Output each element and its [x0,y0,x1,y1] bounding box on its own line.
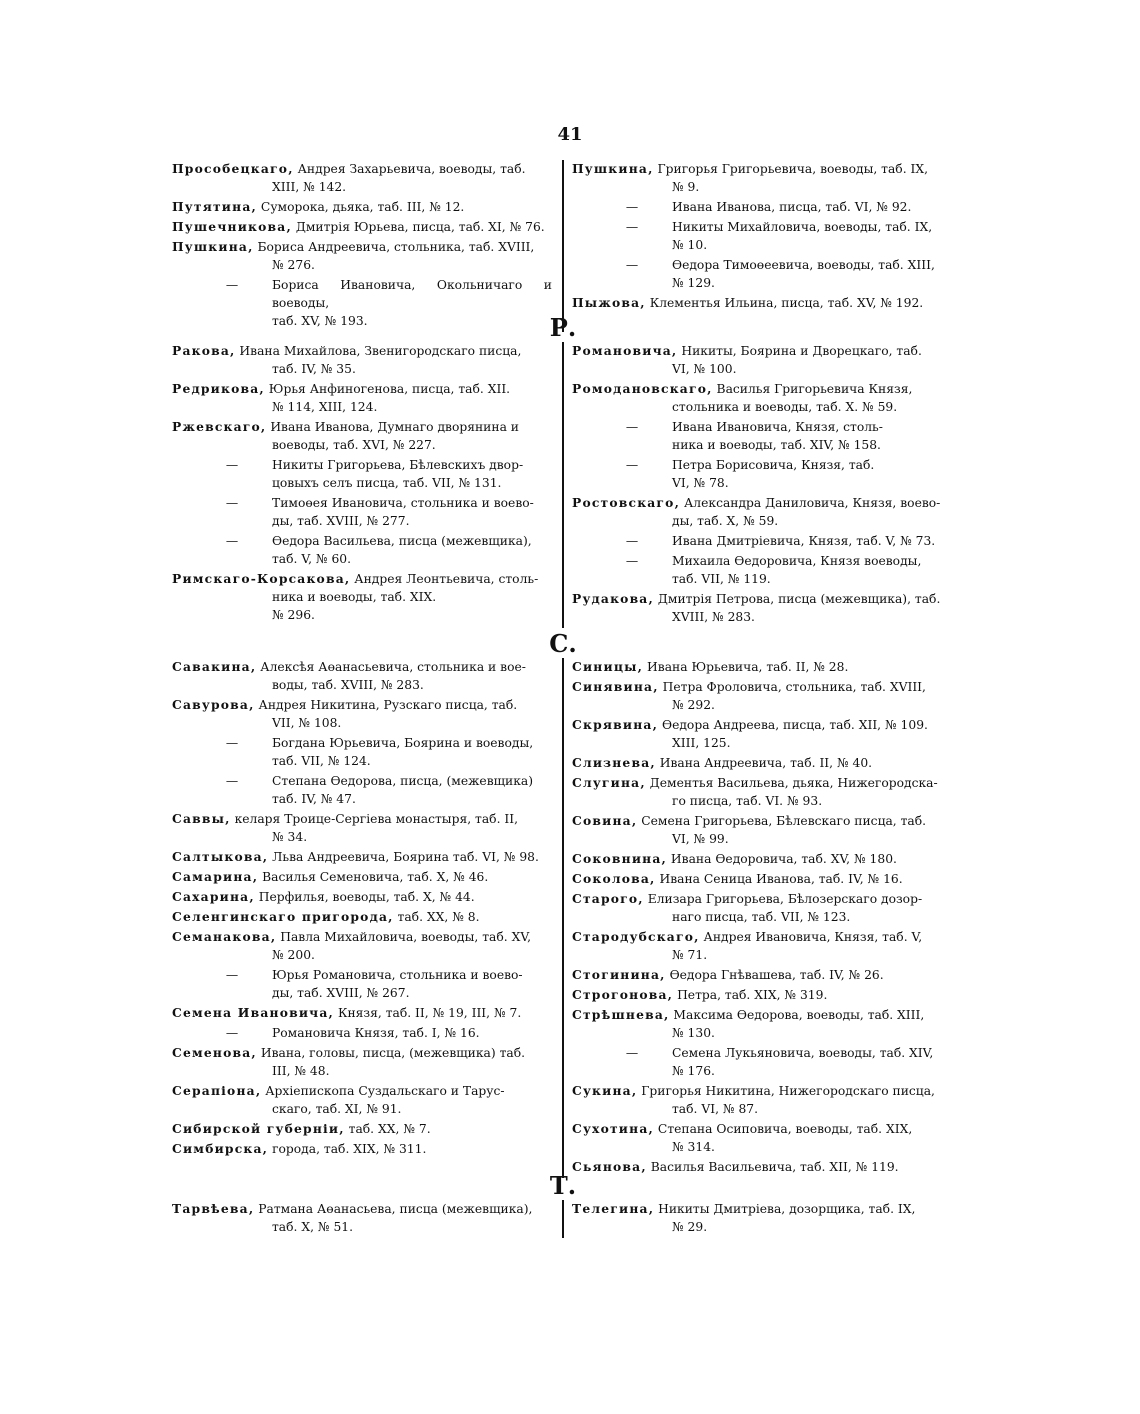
section-letter: Р. [549,313,577,342]
entry-text: Никиты Дмитріева, дозорщика, таб. IX, [658,1202,916,1216]
entry-text: таб. X, № 51. [272,1220,354,1234]
dash-mark: — [225,278,239,292]
entry-text: воды, таб. XVIII, № 283. [272,678,424,692]
entry-surname: Пушечникова, [172,219,292,234]
entry-text: Василья Семеновича, таб. X, № 46. [262,870,489,884]
entry-text: Өедора Гнѣвашева, таб. IV, № 26. [669,968,884,982]
entry-text: Семена Григорьева, Бѣлевскаго писца, таб. [641,814,927,828]
entry-surname: Тарвѣева, [172,1201,255,1216]
entry-text: Дементья Васильева, дьяка, Нижегородска- [649,776,938,790]
entry-text: го писца, таб. VI. № 93. [672,794,823,808]
entry-surname: Стрѣшнева, [572,1007,670,1022]
entry-surname: Ромодановскаго, [572,381,713,396]
entry-surname: Сахарина, [172,889,255,904]
section-s [172,630,954,1178]
dash-mark: — [225,1026,239,1040]
entry-surname: Прособецкаго, [172,161,294,176]
entry-text: Степана Осиповича, воеводы, таб. XIX, [657,1122,913,1136]
index-entry [572,754,952,772]
entry-text: № 176. [672,1064,715,1078]
entry-text: № 296. [272,608,315,622]
entry-surname: Саввы, [172,811,231,826]
entry-text: Ивана Сеница Иванова, таб. IV, № 16. [659,872,903,886]
entry-text: Перфилья, воеводы, таб. X, № 44. [258,890,475,904]
index-subentry [572,198,952,216]
index-entry [172,696,552,732]
entry-text: Ивана Өедоровича, таб. XV, № 180. [670,852,897,866]
two-column-index [172,160,954,332]
entry-text: Василья Васильевича, таб. XII, № 119. [650,1160,899,1174]
index-entry [572,380,952,416]
entry-text: воеводы, таб. XVI, № 227. [272,438,436,452]
dash-mark: — [625,554,639,568]
index-subentry [172,494,552,530]
entry-text: ды, таб. XVIII, № 267. [272,986,410,1000]
dash-mark: — [625,534,639,548]
entry-surname: Синицы, [572,659,644,674]
entry-text: № 200. [272,948,315,962]
entry-surname: Сибирской губерніи, [172,1121,345,1136]
index-entry [572,812,952,848]
index-entry [572,590,952,626]
entry-text: наго писца, таб. VII, № 123. [672,910,851,924]
index-entry [572,890,952,926]
left-column [172,342,562,628]
entry-text: XIII, 125. [672,736,731,750]
index-entry [172,1082,552,1118]
entry-text: Бориса Ивановича, Окольничаго и воеводы, [272,278,552,310]
entry-surname: Синявина, [572,679,659,694]
section-letter: Т. [549,1171,577,1200]
entry-text: стольника и воеводы, таб. X. № 59. [672,400,898,414]
index-entry [172,160,552,196]
dash-mark: — [625,258,639,272]
index-subentry [572,1044,952,1080]
section-r [172,314,954,628]
index-subentry [172,1024,552,1042]
entry-surname: Серапіона, [172,1083,262,1098]
entry-text: № 34. [272,830,308,844]
two-column-index [172,342,954,628]
dash-mark: — [225,496,239,510]
entry-text: Павла Михайловича, воеводы, таб. XV, [280,930,531,944]
index-entry [572,294,952,312]
index-entry [172,198,552,216]
entry-surname: Симбирска, [172,1141,269,1156]
index-entry [172,238,552,274]
entry-text: Андрея Захарьевича, воеводы, таб. [297,162,526,176]
entry-text: Ивана Михайлова, Звенигородскаго писца, [239,344,522,358]
entry-surname: Савурова, [172,697,255,712]
index-entry [172,1140,552,1158]
entry-text: Петра Фроловича, стольника, таб. XVIII, [662,680,926,694]
index-entry [172,810,552,846]
index-entry [172,658,552,694]
entry-text: Юрья Романовича, стольника и воево- [272,968,523,982]
index-entry [572,774,952,810]
dash-mark: — [225,736,239,750]
index-entry [572,986,952,1004]
entry-text: Өедора Васильева, писца (межевщика), [272,534,532,548]
entry-text: Елизара Григорьева, Бѣлозерскаго дозор- [647,892,923,906]
entry-text: таб. XV, № 193. [272,314,368,328]
entry-text: № 130. [672,1026,715,1040]
entry-text: Өедора Андреева, писца, таб. XII, № 109. [662,718,928,732]
entry-surname: Пыжова, [572,295,646,310]
entry-text: Семена Лукьяновича, воеводы, таб. XIV, [672,1046,934,1060]
entry-text: № 71. [672,948,708,962]
entry-text: № 276. [272,258,315,272]
index-entry [172,888,552,906]
entry-surname: Сукина, [572,1083,638,1098]
entry-text: VII, № 108. [272,716,342,730]
index-entry [172,1200,552,1236]
right-column [562,160,952,332]
entry-text: Клементья Ильина, писца, таб. XV, № 192. [649,296,924,310]
entry-text: Ивана, головы, писца, (межевщика) таб. [260,1046,526,1060]
entry-surname: Слизнева, [572,755,656,770]
entry-text: Ивана Иванова, Думнаго дворянина и [270,420,520,434]
entry-text: Степана Өедорова, писца, (межевщика) [272,774,534,788]
entry-text: VI, № 100. [672,362,737,376]
entry-text: келаря Троице-Сергіева монастыря, таб. II, [234,812,519,826]
entry-surname: Стародубскаго, [572,929,700,944]
index-entry [172,1004,552,1022]
entry-text: № 114, XIII, 124. [272,400,378,414]
entry-text: города, таб. XIX, № 311. [272,1142,427,1156]
index-subentry [172,734,552,770]
index-subentry [572,532,952,550]
entry-surname: Рудакова, [572,591,654,606]
entry-text: Никиты Григорьева, Бѣлевскихъ двор- [272,458,524,472]
entry-surname: Романовича, [572,343,678,358]
entry-text: Суморока, дьяка, таб. III, № 12. [260,200,465,214]
dash-mark: — [625,220,639,234]
entry-text: Григорья Григорьевича, воеводы, таб. IX, [657,162,929,176]
entry-surname: Ракова, [172,343,236,358]
right-column [562,342,952,628]
entry-text: Ивана Юрьевича, таб. II, № 28. [647,660,849,674]
index-entry [572,928,952,964]
index-subentry [572,418,952,454]
dash-mark: — [625,458,639,472]
entry-text: № 129. [672,276,715,290]
entry-surname: Сьянова, [572,1159,647,1174]
entry-text: Юрья Анфиногенова, писца, таб. XII. [268,382,511,396]
entry-surname: Римскаго-Корсакова, [172,571,351,586]
page-number: 41 [557,124,583,145]
entry-surname: Пушкина, [572,161,654,176]
entry-surname: Сухотина, [572,1121,654,1136]
entry-text: таб. IV, № 35. [272,362,356,376]
entry-text: Бориса Андреевича, стольника, таб. XVIII, [257,240,535,254]
entry-text: ника и воеводы, таб. XIX. [272,590,437,604]
entry-surname: Телегина, [572,1201,655,1216]
entry-text: Петра, таб. XIX, № 319. [677,988,828,1002]
index-entry [172,908,552,926]
entry-text: № 292. [672,698,715,712]
entry-surname: Семанакова, [172,929,277,944]
entry-text: № 9. [672,180,700,194]
entry-text: VI, № 78. [672,476,729,490]
dash-mark: — [225,458,239,472]
entry-surname: Соковнина, [572,851,667,866]
entry-text: Князя, таб. II, № 19, III, № 7. [337,1006,522,1020]
left-column [172,1200,562,1238]
index-entry [572,1006,952,1042]
index-subentry [172,772,552,808]
dash-mark: — [625,1046,639,1060]
entry-surname: Стогинина, [572,967,666,982]
index-entry [572,870,952,888]
entry-text: XIII, № 142. [272,180,347,194]
index-entry [172,218,552,236]
index-entry [572,716,952,752]
two-column-index [172,658,954,1178]
entry-text: Богдана Юрьевича, Боярина и воеводы, [272,736,534,750]
index-entry [172,418,552,454]
entry-text: № 29. [672,1220,708,1234]
entry-text: таб. XX, № 8. [397,910,480,924]
section-t [172,1172,954,1238]
index-subentry [172,532,552,568]
entry-text: цовыхъ селъ писца, таб. VII, № 131. [272,476,502,490]
entry-text: Алексѣя Аөанасьевича, стольника и вое- [260,660,526,674]
entry-surname: Самарина, [172,869,259,884]
left-column [172,658,562,1178]
index-subentry [572,456,952,492]
entry-text: Өедора Тимоөеевича, воеводы, таб. XIII, [672,258,935,272]
entry-text: таб. IV, № 47. [272,792,356,806]
index-entry [172,868,552,886]
entry-text: Никиты, Боярина и Дворецкаго, таб. [681,344,922,358]
entry-text: Льва Андреевича, Боярина таб. VI, № 98. [272,850,539,864]
entry-text: ды, таб. X, № 59. [672,514,779,528]
index-entry [572,966,952,984]
dash-mark: — [225,774,239,788]
index-entry [572,1200,952,1236]
entry-text: Ивана Дмитріевича, Князя, таб. V, № 73. [672,534,936,548]
two-column-index [172,1200,954,1238]
index-subentry [572,552,952,588]
entry-text: Ивана Иванова, писца, таб. VI, № 92. [672,200,912,214]
entry-text: № 314. [672,1140,715,1154]
entry-text: Максима Өедорова, воеводы, таб. XIII, [673,1008,925,1022]
index-entry [172,928,552,964]
index-entry [572,658,952,676]
entry-surname: Старого, [572,891,644,906]
entry-text: таб. VII, № 124. [272,754,371,768]
entry-text: Романовича Князя, таб. I, № 16. [272,1026,480,1040]
index-entry [572,160,952,196]
index-entry [572,678,952,714]
dash-mark: — [225,968,239,982]
entry-text: Петра Борисовича, Князя, таб. [672,458,875,472]
entry-text: ника и воеводы, таб. XIV, № 158. [672,438,881,452]
entry-surname: Пушкина, [172,239,254,254]
index-entry [172,848,552,866]
entry-surname: Слугина, [572,775,646,790]
entry-text: Александра Даниловича, Князя, воево- [683,496,941,510]
index-entry [172,1044,552,1080]
entry-surname: Ростовскаго, [572,495,681,510]
entry-surname: Селенгинскаго пригорода, [172,909,394,924]
entry-surname: Ржевскаго, [172,419,267,434]
entry-text: VI, № 99. [672,832,729,846]
entry-text: III, № 48. [272,1064,330,1078]
entry-text: Никиты Михайловича, воеводы, таб. IX, [672,220,933,234]
entry-text: № 10. [672,238,708,252]
entry-surname: Семенова, [172,1045,257,1060]
index-entry [572,494,952,530]
index-entry [172,342,552,378]
entry-surname: Салтыкова, [172,849,269,864]
index-entry [572,1120,952,1156]
entry-text: Андрея Ивановича, Князя, таб. V, [703,930,923,944]
entry-text: Тимоөея Ивановича, стольника и воево- [272,496,534,510]
entry-text: Ратмана Аөанасьева, писца (межевщика), [258,1202,533,1216]
entry-text: Василья Григорьевича Князя, [716,382,913,396]
section-letter: С. [549,629,577,658]
entry-text: таб. VI, № 87. [672,1102,759,1116]
dash-mark: — [225,534,239,548]
entry-surname: Соколова, [572,871,656,886]
entry-text: Ивана Андреевича, таб. II, № 40. [659,756,873,770]
entry-text: таб. XX, № 7. [348,1122,431,1136]
entry-text: Андрея Никитина, Рузскаго писца, таб. [258,698,518,712]
index-subentry [572,218,952,254]
entry-text: скаго, таб. XI, № 91. [272,1102,402,1116]
entry-text: Архіепископа Суздальскаго и Тарус- [265,1084,505,1098]
index-subentry [572,256,952,292]
entry-surname: Скрявина, [572,717,659,732]
index-entry [572,1082,952,1118]
entry-text: Ивана Ивановича, Князя, столь- [672,420,883,434]
index-entry [572,850,952,868]
right-column [562,1200,952,1238]
entry-text: Михаила Өедоровича, Князя воеводы, [672,554,922,568]
index-entry [572,342,952,378]
entry-surname: Совина, [572,813,638,828]
entry-text: XVIII, № 283. [672,610,755,624]
index-entry [172,1120,552,1138]
index-subentry [172,966,552,1002]
entry-surname: Редрикова, [172,381,265,396]
entry-text: таб. VII, № 119. [672,572,771,586]
entry-text: Дмитрія Юрьева, писца, таб. XI, № 76. [295,220,545,234]
entry-surname: Семена Ивановича, [172,1005,335,1020]
right-column [562,658,952,1178]
entry-text: таб. V, № 60. [272,552,352,566]
left-column [172,160,562,332]
entry-text: Григорья Никитина, Нижегородскаго писца, [641,1084,935,1098]
index-entry [172,380,552,416]
entry-text: Андрея Леонтьевича, столь- [354,572,539,586]
section-p [172,160,954,332]
dash-mark: — [625,420,639,434]
entry-surname: Путятина, [172,199,257,214]
entry-text: Дмитрія Петрова, писца (межевщика), таб. [657,592,941,606]
entry-surname: Савакина, [172,659,257,674]
index-subentry [172,456,552,492]
index-entry [172,570,552,624]
dash-mark: — [625,200,639,214]
entry-surname: Строгонова, [572,987,674,1002]
entry-text: ды, таб. XVIII, № 277. [272,514,410,528]
